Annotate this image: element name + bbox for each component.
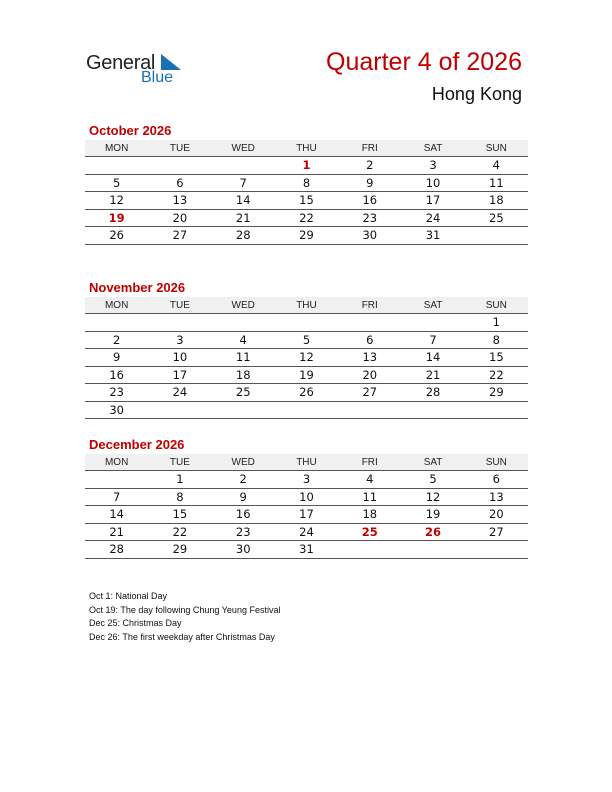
day-cell: 5 [302,332,311,347]
day-cell: 9 [239,489,247,504]
week-row [85,541,528,559]
logo-triangle-icon [161,54,181,70]
month-december [85,436,528,559]
empty-day-cell [212,157,275,174]
day-cell: 25 [489,210,504,225]
day-cell: 30 [109,402,124,417]
day-cell: 20 [489,507,504,521]
month-title: November 2026 [89,280,186,295]
day-cell: 27 [172,228,188,242]
weekday-header: WED [231,143,255,154]
day-cell: 13 [362,350,378,364]
day-cell: 12 [299,350,314,364]
empty-day-cell [212,402,275,419]
week-row [85,349,528,367]
holiday-note: Oct 19: The day following Chung Yeung Festival [89,604,281,615]
day-cell: 18 [489,193,504,207]
day-cell: 29 [172,542,188,556]
empty-day-cell [401,402,464,419]
page-title: Quarter 4 of 2026 [326,48,522,76]
holiday-day-cell: 25 [361,524,378,539]
day-cell: 21 [235,210,251,225]
day-cell: 28 [235,228,251,242]
day-cell: 16 [109,367,124,382]
day-cell: 21 [109,524,124,539]
day-cell: 8 [492,332,500,347]
day-cell: 2 [112,332,121,347]
day-cell: 28 [425,385,441,399]
day-cell: 2 [239,472,247,486]
day-cell: 10 [172,350,188,364]
day-cell: 10 [425,175,441,190]
day-cell: 16 [235,507,251,521]
day-cell: 21 [425,367,441,382]
weekday-header: MON [104,143,129,154]
calendar-grid [85,140,528,245]
day-cell: 7 [429,332,437,347]
weekday-header-row [85,140,528,157]
day-cell: 11 [489,175,504,190]
day-cell: 15 [172,507,188,521]
day-cell: 27 [362,385,378,399]
calendar-grid [85,454,528,559]
day-cell: 24 [172,385,188,399]
weekday-header: SUN [485,300,507,311]
day-cell: 10 [299,489,314,504]
week-row [85,471,528,489]
weekday-header: THU [296,300,317,311]
day-cell: 4 [492,158,500,172]
day-cell: 11 [362,489,378,504]
day-cell: 27 [489,524,504,539]
day-cell: 18 [362,507,378,521]
month-november [85,279,528,419]
day-cell: 3 [176,332,184,347]
day-cell: 19 [425,507,441,521]
day-cell: 24 [425,210,441,225]
weekday-header: WED [231,300,255,311]
logo-text-blue: Blue [141,69,174,86]
day-cell: 2 [366,158,374,172]
empty-day-cell [275,314,338,331]
weekday-header: MON [104,300,129,311]
calendar-grid [85,297,528,419]
empty-day-cell [465,402,528,419]
week-row [85,332,528,350]
week-row [85,367,528,385]
week-row [85,227,528,245]
logo [86,52,196,92]
day-cell: 31 [425,228,441,242]
month-title: October 2026 [89,123,172,138]
weekday-header: SAT [423,457,443,468]
weekday-header: TUE [169,457,190,468]
day-cell: 23 [362,210,378,225]
week-row [85,210,528,228]
day-cell: 13 [172,193,188,207]
weekday-header: WED [231,457,255,468]
day-cell: 24 [299,524,314,539]
empty-day-cell [465,541,528,558]
weekday-header: FRI [361,143,378,154]
day-cell: 9 [366,175,374,190]
weekday-header: FRI [361,457,378,468]
day-cell: 17 [172,367,188,382]
empty-day-cell [465,227,528,244]
day-cell: 23 [109,385,124,399]
week-row [85,524,528,542]
weekday-header: MON [104,457,129,468]
day-cell: 12 [425,489,441,504]
day-cell: 17 [425,193,441,207]
empty-day-cell [338,314,401,331]
week-row [85,489,528,507]
empty-day-cell [212,314,275,331]
empty-day-cell [338,541,401,558]
weekday-header: TUE [169,300,190,311]
holiday-note: Oct 1: National Day [89,591,168,601]
day-cell: 26 [109,228,124,242]
day-cell: 22 [172,524,188,539]
week-row [85,506,528,524]
day-cell: 3 [302,472,311,486]
weekday-header-row [85,454,528,471]
day-cell: 20 [172,210,188,225]
day-cell: 28 [109,542,124,556]
day-cell: 8 [176,489,184,504]
region-subtitle: Hong Kong [431,84,522,104]
empty-day-cell [338,402,401,419]
day-cell: 4 [239,332,247,347]
holiday-notes [89,590,280,644]
week-row [85,175,528,193]
day-cell: 19 [299,367,314,382]
day-cell: 30 [235,542,251,556]
day-cell: 7 [239,175,247,190]
month-title: December 2026 [89,437,185,452]
empty-day-cell [148,402,211,419]
day-cell: 26 [299,385,314,399]
day-cell: 5 [429,472,437,486]
empty-day-cell [148,157,211,174]
empty-day-cell [85,157,148,174]
day-cell: 20 [362,367,378,382]
day-cell: 6 [176,175,184,190]
day-cell: 14 [235,193,251,207]
day-cell: 23 [235,524,251,539]
empty-day-cell [148,314,211,331]
weekday-header: TUE [169,143,190,154]
holiday-day-cell: 1 [302,158,311,172]
week-row [85,192,528,210]
weekday-header: FRI [361,300,378,311]
day-cell: 25 [235,385,251,399]
weekday-header: SAT [423,300,443,311]
day-cell: 5 [112,175,121,190]
empty-day-cell [401,541,464,558]
day-cell: 15 [299,193,314,207]
day-cell: 6 [366,332,374,347]
day-cell: 29 [489,385,504,399]
weekday-header: THU [296,143,317,154]
day-cell: 1 [176,472,184,486]
day-cell: 30 [362,228,378,242]
weekday-header: SUN [485,143,507,154]
holiday-day-cell: 26 [425,524,442,539]
day-cell: 14 [425,350,441,364]
holiday-note: Dec 25: Christmas Day [89,618,182,628]
day-cell: 16 [362,193,378,207]
week-row [85,314,528,332]
holiday-note: Dec 26: The first weekday after Christmas Day [89,631,275,642]
day-cell: 3 [429,158,437,172]
weekday-header: SAT [423,143,443,154]
day-cell: 8 [302,175,311,190]
day-cell: 22 [489,367,504,382]
week-row [85,157,528,175]
day-cell: 15 [489,350,504,364]
day-cell: 6 [492,472,500,486]
day-cell: 11 [235,350,251,364]
week-row [85,402,528,420]
empty-day-cell [275,402,338,419]
empty-day-cell [85,471,148,488]
week-row [85,384,528,402]
day-cell: 9 [112,350,121,364]
day-cell: 29 [299,228,314,242]
day-cell: 4 [366,472,374,486]
holiday-day-cell: 19 [108,210,125,225]
weekday-header: SUN [485,457,507,468]
day-cell: 17 [299,507,314,521]
day-cell: 18 [235,367,251,382]
day-cell: 1 [492,315,500,329]
day-cell: 14 [109,507,124,521]
empty-day-cell [401,314,464,331]
weekday-header-row [85,297,528,314]
day-cell: 12 [109,193,124,207]
day-cell: 7 [112,489,121,504]
day-cell: 13 [489,489,504,504]
empty-day-cell [85,314,148,331]
month-october [85,122,528,245]
day-cell: 31 [299,542,314,556]
weekday-header: THU [296,457,317,468]
logo-text-general: General [86,52,156,74]
day-cell: 22 [299,210,314,225]
